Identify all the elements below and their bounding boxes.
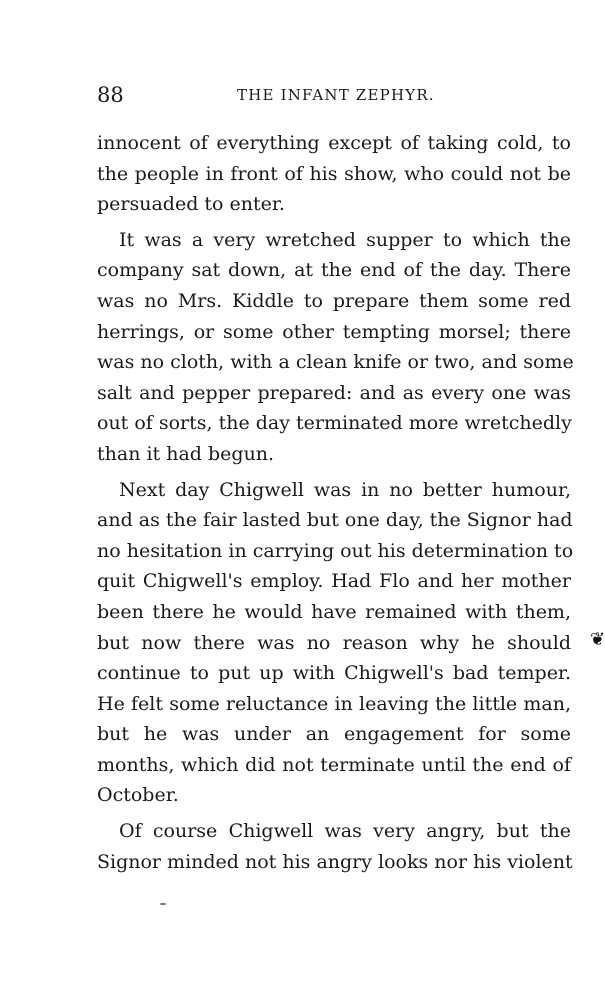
page-number: 88: [97, 83, 124, 107]
body-text: [97, 128, 574, 877]
text-line: He felt some reluctance in leaving the little man,: [97, 692, 571, 715]
running-title: THE INFANT ZEPHYR.: [237, 86, 435, 104]
text-line: persuaded to enter.: [97, 193, 285, 216]
print-speck: [160, 903, 166, 905]
text-line: innocent of everything except of taking cold, to: [97, 132, 571, 154]
text-line: quit Chigwell's employ. Had Flo and her mother: [97, 570, 571, 593]
text-line: It was a very wretched supper to which the: [119, 228, 571, 251]
text-line: than it had begun.: [97, 442, 275, 465]
text-line: the people in front of his show, who could not be: [97, 162, 571, 185]
paragraph: [97, 816, 571, 877]
text-line: and as the fair lasted but one day, the Signor had: [97, 509, 573, 532]
margin-ornament-mark: ❦: [590, 629, 605, 650]
paragraph: [97, 225, 574, 470]
text-line: was no cloth, with a clean knife or two, and some: [97, 351, 574, 374]
text-line: no hesitation in carrying out his determination to: [97, 539, 574, 562]
paragraph: [97, 128, 571, 220]
running-head: [97, 82, 571, 108]
text-line: been there he would have remained with them,: [97, 600, 571, 623]
text-line: salt and pepper prepared: and as every one was: [97, 381, 571, 404]
text-line: was no Mrs. Kiddle to prepare them some red: [97, 289, 571, 312]
text-line: Of course Chigwell was very angry, but the: [119, 820, 571, 843]
text-line: company sat down, at the end of the day. There: [97, 259, 571, 282]
paragraph: [97, 475, 574, 812]
text-line: October.: [97, 784, 179, 807]
text-line: but he was under an engagement for some: [97, 723, 571, 746]
text-line: Signor minded not his angry looks nor his violent: [97, 850, 573, 873]
text-line: out of sorts, the day terminated more wretchedly: [97, 412, 572, 435]
text-line: continue to put up with Chigwell's bad temper.: [97, 662, 571, 685]
text-line: months, which did not terminate until the end of: [97, 753, 571, 776]
text-line: herrings, or some other tempting morsel; there: [97, 320, 571, 343]
text-line: but now there was no reason why he should: [97, 631, 571, 654]
text-line: Next day Chigwell was in no better humour,: [119, 478, 571, 501]
